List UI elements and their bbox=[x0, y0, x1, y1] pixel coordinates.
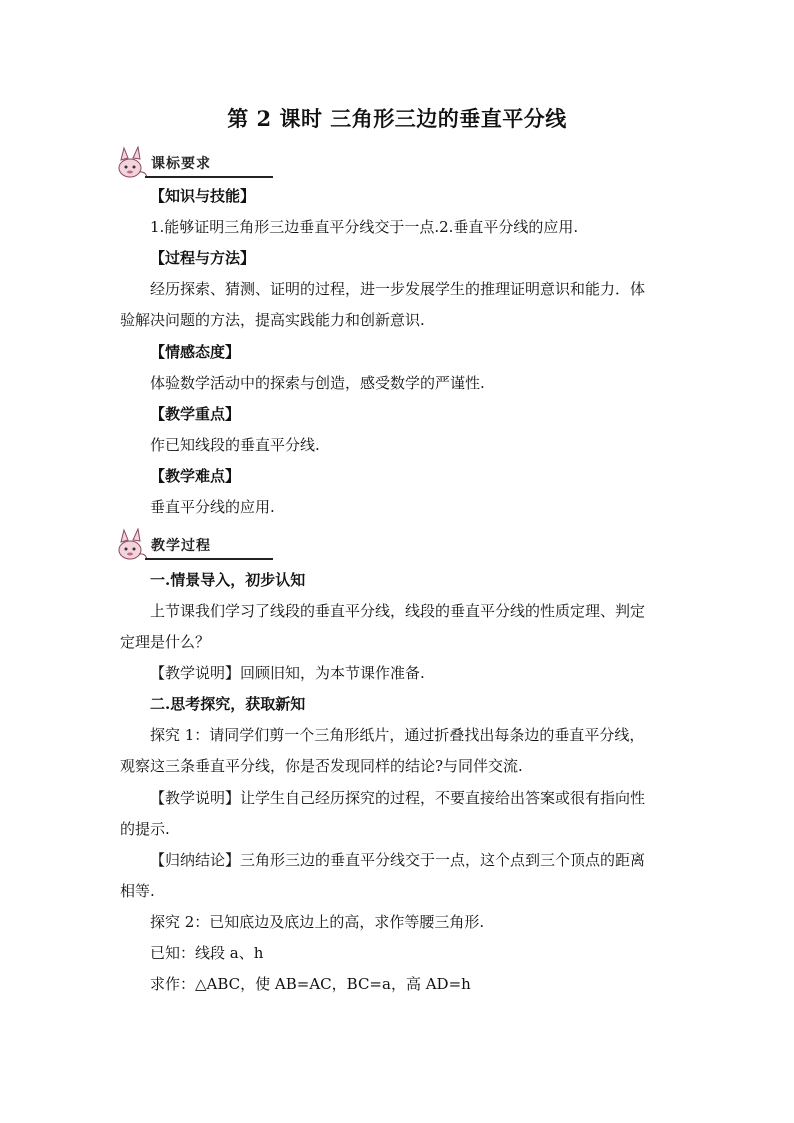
explore1-text-line-1: 探究 1：请同学们剪一个三角形纸片，通过折叠找出每条边的垂直平分线， bbox=[150, 726, 645, 744]
explore1-text-line-2: 观察这三条垂直平分线，你是否发现同样的结论?与同伴交流. bbox=[120, 757, 523, 775]
cartoon-animal-icon bbox=[115, 528, 149, 562]
section1-note: 【教学说明】回顾旧知，为本节课作准备. bbox=[150, 664, 425, 682]
focus-text: 作已知线段的垂直平分线. bbox=[150, 436, 320, 454]
section1-text-line-2: 定理是什么？ bbox=[120, 633, 211, 651]
section-badge-requirements bbox=[115, 146, 275, 180]
difficulty-heading: 【教学难点】 bbox=[150, 467, 241, 485]
badge-underline bbox=[145, 176, 273, 178]
section-badge-process bbox=[115, 528, 275, 562]
construct-text: 求作：△ABC，使 AB=AC，BC=a，高 AD=h bbox=[150, 975, 471, 993]
focus-heading: 【教学重点】 bbox=[150, 405, 241, 423]
explore1-note-line-2: 的提示. bbox=[120, 820, 170, 838]
badge-underline bbox=[145, 558, 273, 560]
method-text-line-2: 验解决问题的方法，提高实践能力和创新意识. bbox=[120, 311, 425, 329]
section1-text-line-1: 上节课我们学习了线段的垂直平分线，线段的垂直平分线的性质定理、判定 bbox=[150, 602, 646, 620]
method-heading: 【过程与方法】 bbox=[150, 249, 256, 267]
method-text-line-1: 经历探索、猜测、证明的过程，进一步发展学生的推理证明意识和能力．体 bbox=[150, 280, 646, 298]
attitude-text: 体验数学活动中的探索与创造，感受数学的严谨性. bbox=[150, 374, 485, 392]
page-title: 第 2 课时 三角形三边的垂直平分线 bbox=[227, 106, 567, 131]
conclusion-line-1: 【归纳结论】三角形三边的垂直平分线交于一点，这个点到三个顶点的距离 bbox=[150, 851, 646, 869]
difficulty-text: 垂直平分线的应用. bbox=[150, 498, 275, 516]
attitude-heading: 【情感态度】 bbox=[150, 343, 241, 361]
knowledge-heading: 【知识与技能】 bbox=[150, 187, 256, 205]
explore1-note-line-1: 【教学说明】让学生自己经历探究的过程，不要直接给出答案或很有指向性 bbox=[150, 789, 646, 807]
knowledge-text: 1.能够证明三角形三边垂直平分线交于一点.2.垂直平分线的应用. bbox=[150, 218, 579, 236]
explore2-text: 探究 2：已知底边及底边上的高，求作等腰三角形. bbox=[150, 913, 485, 931]
given-text: 已知：线段 a、h bbox=[150, 944, 264, 962]
conclusion-line-2: 相等. bbox=[120, 882, 155, 900]
section-badge-label: 教学过程 bbox=[151, 538, 211, 554]
section1-heading: 一.情景导入，初步认知 bbox=[150, 571, 306, 589]
cartoon-animal-icon bbox=[115, 146, 149, 180]
section2-heading: 二.思考探究，获取新知 bbox=[150, 695, 306, 713]
section-badge-label: 课标要求 bbox=[151, 156, 211, 172]
